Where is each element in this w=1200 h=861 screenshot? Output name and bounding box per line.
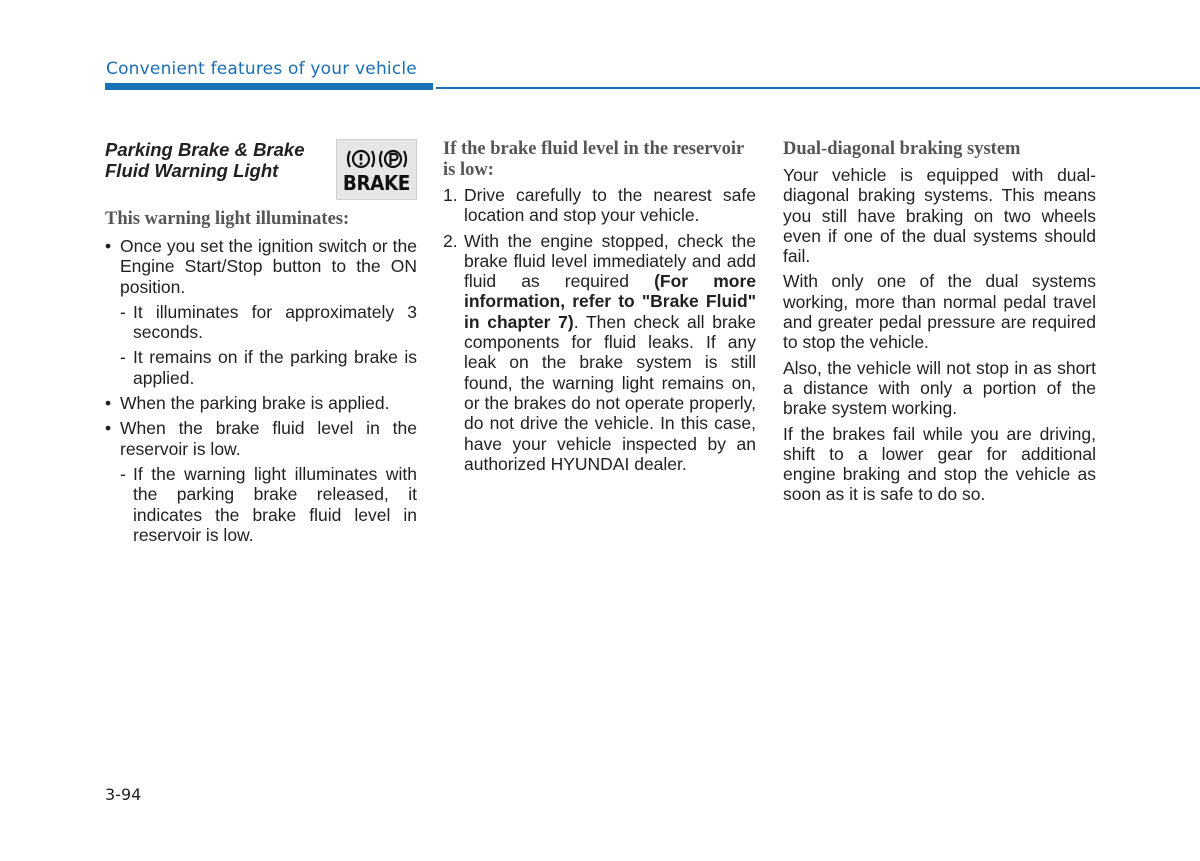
list-item: • When the parking brake is applied. xyxy=(105,393,417,413)
list-subitem: - If the warning light illuminates with the parking brake released, it indicates the brake fluid level in reservoir is low. xyxy=(120,463,417,545)
paragraph: If the brakes fail while you are driving, shift to a lower gear for additional engine braking and stop the vehicle as soon as it is safe to do so. xyxy=(783,423,1096,505)
step-text-intro: With the engine stopped, check the brake fluid level immediately and add fluid as required xyxy=(464,230,756,292)
page-header-title: Convenient features of your vehicle xyxy=(106,59,417,79)
subhead-illuminates: This warning light illuminates: xyxy=(105,209,350,229)
section-title-row xyxy=(105,139,417,200)
header-rule-thin xyxy=(436,87,1200,89)
list-subitem: - It illuminates for approximately 3 seconds. xyxy=(120,301,417,343)
brake-icon-label: BRAKE xyxy=(343,171,410,195)
list-subitem: - It remains on if the parking brake is applied. xyxy=(120,347,417,388)
subhead-dual-diagonal: Dual-diagonal braking system xyxy=(783,139,1021,159)
list-item: • Once you set the ignition switch or the Engine Start/Stop button to the ON position. xyxy=(105,236,417,297)
section-title: Parking Brake & Brake Fluid Warning Light xyxy=(105,139,305,181)
brake-symbols-icon xyxy=(345,146,409,172)
list-subitem-text: If the warning light illuminates with the parking brake released, it indicates the brake fluid level in reservoir is low. xyxy=(133,463,417,545)
page-number: 3-94 xyxy=(105,785,142,804)
list-item: • When the brake fluid level in the reservoir is low. xyxy=(105,418,417,459)
paragraph: Also, the vehicle will not stop in as short a distance with only a portion of the brake system working. xyxy=(783,357,1096,419)
numbered-step xyxy=(443,185,756,226)
step-reference: (For more information, refer to "Brake Fluid" in chapter 7) xyxy=(464,271,756,332)
paragraph: Your vehicle is equipped with dual-diagonal braking systems. This means you still have braking on two wheels even if one of the dual systems should fail. xyxy=(783,165,1096,267)
step-text-rest: . Then check all brake components for fluid leaks. If any leak on the brake system is still found, the warning light remains on, or the brakes do not operate properly, do not drive the vehicle. In this case, have your vehicle inspected by an authorized HYUNDAI dealer. xyxy=(464,311,756,474)
step-text xyxy=(464,231,756,474)
column-dual-diagonal xyxy=(783,139,1096,510)
step-number: 2. xyxy=(443,230,458,251)
step-number: 1. xyxy=(443,185,458,205)
column-warning-light xyxy=(105,139,417,550)
list-subitem-text: It illuminates for approximately 3 seconds. xyxy=(133,301,417,343)
list-subitem-text: It remains on if the parking brake is applied. xyxy=(133,347,417,388)
column-fluid-low xyxy=(443,139,756,479)
paragraph: With only one of the dual systems working, more than normal pedal travel and greater pedal pressure are required to stop the vehicle. xyxy=(783,271,1096,353)
brake-warning-icon xyxy=(336,139,417,200)
step-text: Drive carefully to the nearest safe location and stop your vehicle. xyxy=(464,185,756,226)
subhead-fluid-low: If the brake fluid level in the reservoir is low: xyxy=(443,139,744,180)
header-rule-thick xyxy=(105,83,433,90)
numbered-step xyxy=(443,231,756,475)
